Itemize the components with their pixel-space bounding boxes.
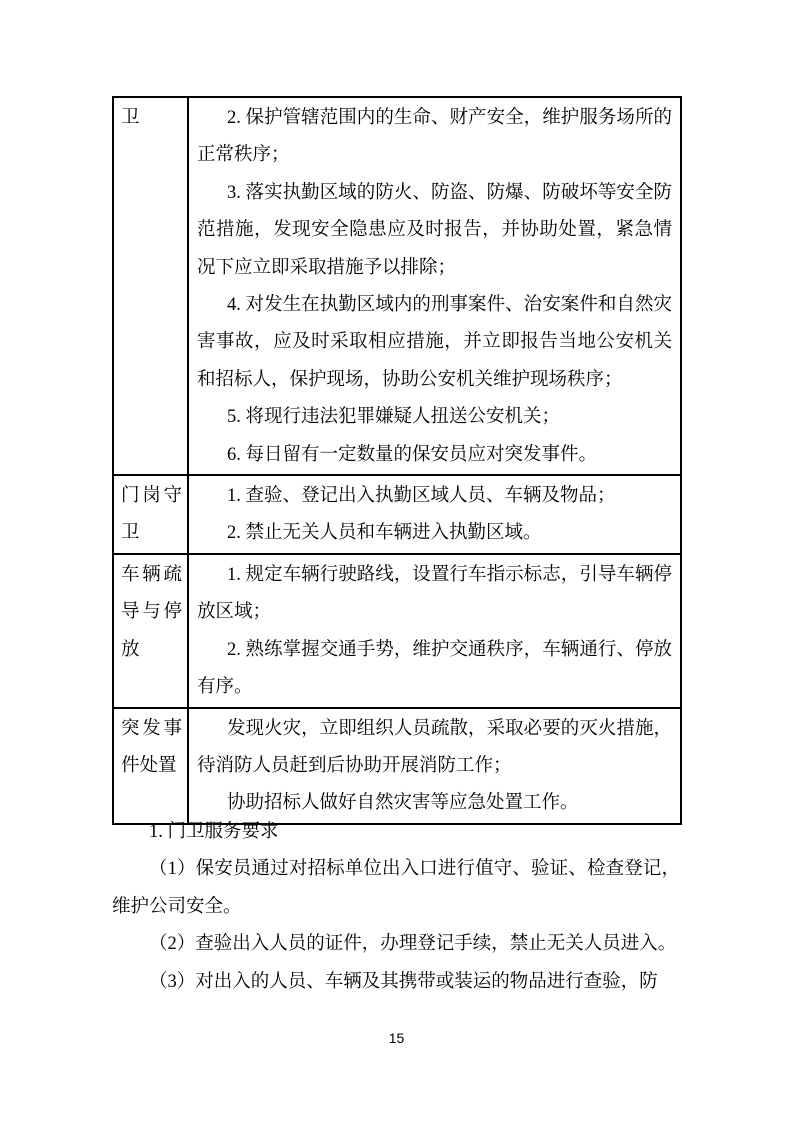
content-item: 2. 熟练掌握交通手势，维护交通秩序，车辆通行、停放有序。 [197, 639, 672, 698]
content-item: 协助招标人做好自然灾害等应急处置工作。 [227, 793, 579, 814]
table-row [113, 97, 681, 475]
section-heading: 1. 门卫服务要求 [149, 822, 279, 842]
body-paragraph: （2）查验出入人员的证件，办理登记手续，禁止无关人员进入。 [149, 934, 677, 955]
content-item: 1. 规定车辆行驶路线，设置行车指示标志，引导车辆停放区域； [197, 564, 672, 623]
content-item: 1. 查验、登记出入执勤区域人员、车辆及物品； [227, 486, 616, 507]
row-label-cell [113, 475, 188, 554]
row-label: 门岗守卫 [121, 486, 182, 544]
table-row [113, 475, 681, 554]
row-content-cell [188, 97, 681, 475]
table-row [113, 708, 681, 824]
body-paragraph: （1）保安员通过对招标单位出入口进行值守、验证、检查登记，维护公司安全。 [112, 859, 680, 917]
body-paragraph: （3）对出入的人员、车辆及其携带或装运的物品进行查验，防 [149, 971, 658, 992]
content-item: 6. 每日留有一定数量的保安员应对突发事件。 [227, 444, 598, 465]
row-label: 车辆疏导与停放 [121, 564, 182, 660]
row-label-cell [113, 708, 188, 824]
row-label: 突发事件处置 [121, 718, 182, 776]
page-number: 15 [388, 1030, 405, 1046]
row-label-cell [113, 554, 188, 708]
row-label: 卫 [121, 108, 140, 128]
row-content-cell [188, 708, 681, 824]
content-item: 4. 对发生在执勤区域内的刑事案件、治安案件和自然灾害事故，应及时采取相应措施，并立即报告当地公安机关和招标人，保护现场，协助公安机关维护现场秩序； [197, 295, 672, 390]
row-content-cell [188, 475, 681, 554]
content-item: 发现火灾，立即组织人员疏散，采取必要的灭火措施，待消防人员赶到后协助开展消防工作； [197, 718, 672, 776]
content-item: 3. 落实执勤区域的防火、防盗、防爆、防破坏等安全防范措施，发现安全隐患应及时报告，并协助处置，紧急情况下应立即采取措施予以排除； [197, 182, 672, 278]
content-item: 2. 保护管辖范围内的生命、财产安全，维护服务场所的正常秩序； [197, 108, 672, 166]
content-item: 2. 禁止无关人员和车辆进入执勤区域。 [227, 523, 542, 544]
row-label-cell [113, 97, 188, 475]
security-service-table [112, 96, 682, 825]
row-content-cell [188, 554, 681, 708]
content-item: 5. 将现行违法犯罪嫌疑人扭送公安机关； [227, 407, 561, 428]
table-row [113, 554, 681, 708]
body-text-section [112, 814, 680, 1001]
